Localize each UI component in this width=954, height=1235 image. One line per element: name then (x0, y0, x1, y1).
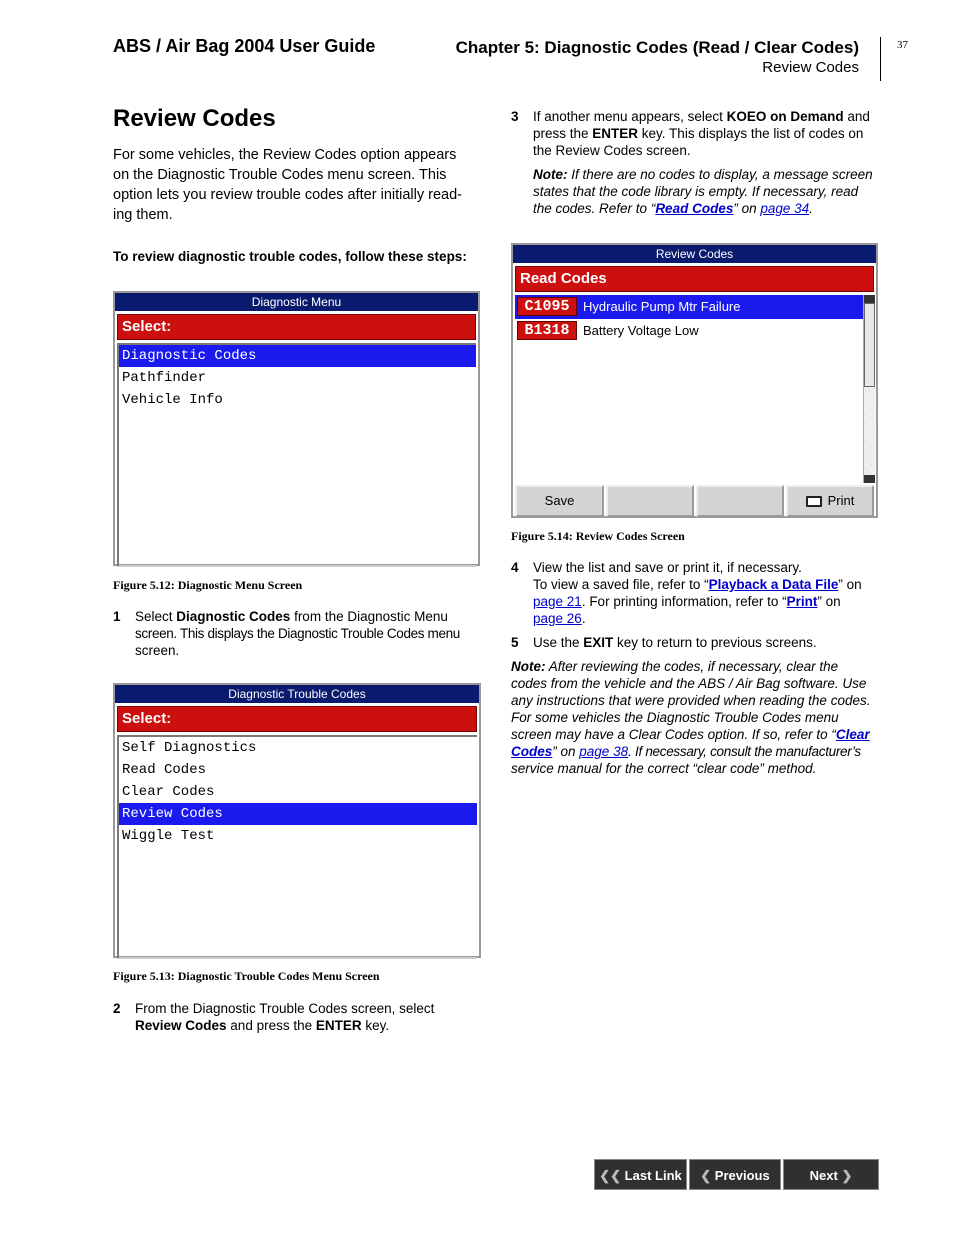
select-bar: Select: (117, 706, 477, 732)
page-heading: Review Codes (113, 105, 276, 132)
double-left-arrow-icon: ❮❮ (599, 1168, 622, 1183)
code-description: Hydraulic Pump Mtr Failure (583, 299, 741, 314)
note-text: ” on (733, 201, 761, 216)
link-print[interactable]: Print (786, 594, 818, 609)
menu-list (117, 735, 477, 959)
scroll-up-arrow-icon[interactable] (864, 295, 875, 303)
intro-line: For some vehicles, the Review Codes option appears (113, 147, 457, 163)
note-label: Note: (511, 659, 546, 674)
menu-item-review-codes[interactable]: Review Codes (119, 803, 477, 825)
previous-label: Previous (714, 1168, 770, 1183)
previous-button[interactable] (689, 1159, 781, 1190)
step-text: key to return to previous screens. (613, 635, 817, 650)
step-number: 2 (113, 1001, 121, 1016)
header-divider (880, 37, 881, 81)
menu-item-vehicle-info[interactable]: Vehicle Info (122, 392, 223, 408)
step-number: 4 (511, 560, 519, 575)
chapter-title: Chapter 5: Diagnostic Codes (Read / Clear Codes) (455, 38, 859, 57)
note-text: After reviewing the codes, if necessary, clear the (545, 659, 839, 674)
menu-item-wiggle-test[interactable]: Wiggle Test (122, 828, 215, 844)
step-text: Select (135, 609, 177, 624)
step-text: View the list and save or print it, if necessary. (533, 560, 802, 575)
step-text: press the (533, 126, 593, 141)
next-label: Next (809, 1168, 838, 1183)
step-3 (511, 108, 881, 159)
empty-button[interactable] (696, 485, 784, 517)
step-bold-text: ENTER (315, 1018, 362, 1033)
code-row[interactable] (517, 297, 741, 316)
note-text: any instructions that were provided when reading the codes. (511, 693, 871, 708)
menu-item-read-codes[interactable]: Read Codes (122, 762, 207, 778)
link-page-38[interactable]: page 38 (579, 744, 629, 759)
step-text: If another menu appears, select (533, 109, 727, 124)
steps-heading: To review diagnostic trouble codes, follow these steps: (113, 249, 467, 264)
diagnostic-menu-screen (113, 291, 480, 566)
screen-title: Diagnostic Trouble Codes (115, 685, 479, 703)
note-no-codes (533, 166, 883, 217)
code-list (515, 295, 874, 483)
note-text: service manual for the correct “clear code” method. (511, 761, 817, 776)
menu-item-pathfinder[interactable]: Pathfinder (122, 370, 207, 386)
step-bold-text: KOEO on Demand (726, 109, 844, 124)
step-text: From the Diagnostic Trouble Codes screen, select (135, 1001, 435, 1016)
figure-caption-5-14: Figure 5.14: Review Codes Screen (511, 529, 685, 543)
link-page-34[interactable]: page 34 (760, 201, 810, 216)
guide-title: ABS / Air Bag 2004 User Guide (113, 36, 376, 56)
link-page-21[interactable]: page 21 (533, 594, 582, 609)
intro-line: on the Diagnostic Trouble Codes menu screen. This (113, 167, 447, 183)
screen-title: Review Codes (513, 245, 876, 263)
step-text: screen. (135, 643, 180, 658)
step-text: and (843, 109, 870, 124)
navigation-bar (594, 1159, 879, 1191)
diagnostic-trouble-codes-screen (113, 683, 481, 958)
step-text: . For printing information, refer to “ (581, 594, 787, 609)
step-bold-text: ENTER (592, 126, 639, 141)
button-bar (515, 485, 874, 521)
scroll-down-arrow-icon[interactable] (864, 475, 875, 483)
step-bold-text: EXIT (583, 635, 614, 650)
read-codes-bar: Read Codes (515, 266, 874, 292)
note-text: the codes. Refer to “ (533, 201, 656, 216)
note-label: Note: (533, 167, 568, 182)
link-page-26[interactable]: page 26 (533, 611, 582, 626)
menu-item-clear-codes[interactable]: Clear Codes (122, 784, 215, 800)
intro-line: ing them. (113, 207, 173, 223)
left-arrow-icon: ❮ (700, 1168, 712, 1183)
figure-caption-5-12: Figure 5.12: Diagnostic Menu Screen (113, 578, 303, 592)
scrollbar[interactable] (863, 295, 875, 483)
printer-icon (806, 496, 822, 507)
menu-item-self-diagnostics[interactable]: Self Diagnostics (122, 740, 257, 756)
right-arrow-icon: ❯ (841, 1168, 853, 1183)
code-row[interactable] (517, 321, 699, 340)
step-text: ” on (838, 577, 862, 592)
note-clear-codes (511, 658, 886, 777)
note-text: . (809, 201, 813, 216)
note-text: screen may have a Clear Codes option. If so, refer to “ (511, 727, 836, 742)
note-text: codes from the vehicle and the ABS / Air Bag software. Use (511, 676, 867, 691)
step-text: from the Diagnostic Menu (290, 609, 448, 624)
code-description: Battery Voltage Low (583, 323, 699, 338)
note-text: states that the code library is empty. If necessary, read (533, 184, 859, 199)
step-bold-text: Review Codes (135, 1018, 227, 1033)
figure-caption-5-13: Figure 5.13: Diagnostic Trouble Codes Menu Screen (113, 969, 380, 983)
link-clear-codes[interactable]: Clear (835, 727, 870, 742)
step-4 (511, 559, 881, 627)
step-text: screen. This displays the Diagnostic Trouble Codes menu (135, 626, 460, 641)
section-title: Review Codes (762, 59, 859, 76)
link-clear-codes[interactable]: Codes (511, 744, 553, 759)
step-2 (113, 1000, 488, 1034)
print-button[interactable] (786, 485, 874, 517)
step-text: the Review Codes screen. (533, 143, 691, 158)
note-text: For some vehicles the Diagnostic Trouble Codes menu (511, 710, 839, 725)
intro-line: option lets you review trouble codes after initially read- (113, 187, 462, 203)
select-bar: Select: (117, 314, 476, 340)
step-text: Use the (533, 635, 584, 650)
next-button[interactable] (783, 1159, 879, 1190)
last-link-button[interactable] (594, 1159, 687, 1190)
screen-title: Diagnostic Menu (115, 293, 478, 311)
print-label: Print (827, 493, 855, 508)
page-number: 37 (897, 39, 908, 51)
step-1 (113, 608, 488, 659)
link-read-codes[interactable]: Read Codes (655, 201, 734, 216)
step-text: ” on (817, 594, 841, 609)
step-number: 1 (113, 609, 121, 624)
menu-item-diagnostic-codes[interactable]: Diagnostic Codes (119, 345, 476, 367)
step-text: . (581, 611, 586, 626)
intro-paragraph (113, 145, 493, 225)
review-codes-screen (511, 243, 878, 518)
step-number: 5 (511, 635, 519, 650)
note-text: . If necessary, consult the manufacturer’s (628, 744, 861, 759)
step-text: key. This displays the list of codes on (638, 126, 864, 141)
scroll-thumb[interactable] (864, 303, 875, 387)
last-link-label: Last Link (624, 1168, 682, 1183)
save-button[interactable]: Save (515, 485, 604, 517)
step-number: 3 (511, 109, 519, 124)
chapter-header (452, 38, 859, 78)
code-number: B1318 (517, 321, 577, 340)
empty-button[interactable] (606, 485, 694, 517)
step-text: key. (361, 1018, 390, 1033)
menu-list (117, 343, 476, 567)
link-playback-data-file[interactable]: Playback a Data File (708, 577, 839, 592)
step-5 (511, 634, 881, 651)
note-text: ” on (552, 744, 580, 759)
code-number: C1095 (517, 297, 577, 316)
step-text: To view a saved file, refer to “ (533, 577, 709, 592)
step-bold-text: Diagnostic Codes (176, 609, 291, 624)
step-text: and press the (226, 1018, 316, 1033)
note-text: If there are no codes to display, a message screen (567, 167, 873, 182)
